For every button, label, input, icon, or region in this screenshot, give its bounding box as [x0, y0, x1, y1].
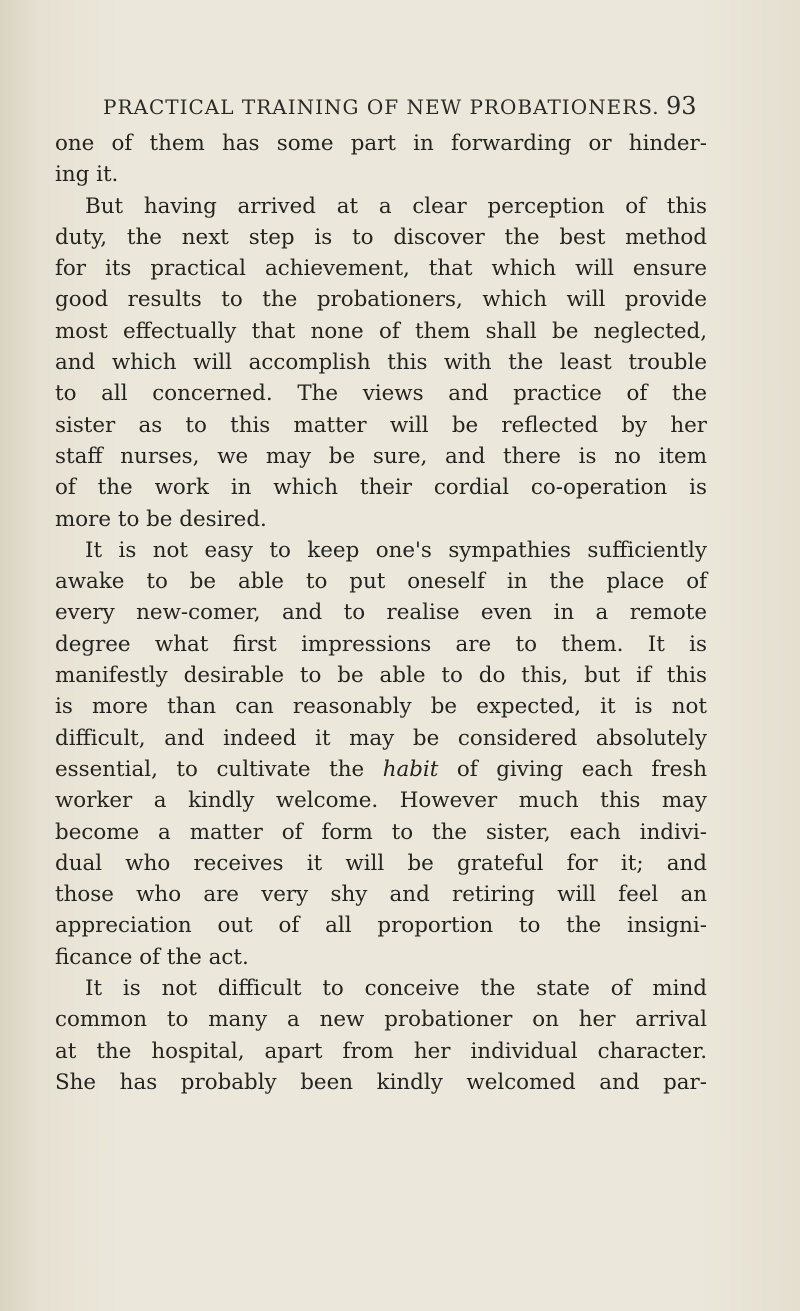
- paragraph-start-line: It is not easy to keep one's sympathies sufficiently: [85, 537, 707, 563]
- text-line-with-italic: [55, 754, 707, 785]
- text-line: awake to be able to put oneself in the place of: [55, 569, 707, 595]
- italic-word: habit: [382, 756, 439, 782]
- text-line: difficult, and indeed it may be considered absolutely: [55, 725, 707, 751]
- text-line: She has probably been kindly welcomed and par-: [55, 1069, 707, 1095]
- text-line: and which will accomplish this with the least trouble: [55, 350, 707, 376]
- text-line: become a matter of form to the sister, each indivi-: [55, 819, 707, 845]
- text-line: of the work in which their cordial co-operation is: [55, 475, 707, 501]
- text-line: at the hospital, apart from her individual character.: [55, 1038, 707, 1064]
- text-line: every new-comer, and to realise even in a remote: [55, 600, 707, 626]
- text-line: degree what first impressions are to them. It is: [55, 631, 707, 657]
- text-line: good results to the probationers, which will provide: [55, 287, 707, 313]
- text-line: to all concerned. The views and practice of the: [55, 381, 707, 407]
- running-header: PRACTICAL TRAINING OF NEW PROBATIONERS.: [103, 95, 660, 119]
- text-line: those who are very shy and retiring will feel an: [55, 882, 707, 908]
- text-line: common to many a new probationer on her arrival: [55, 1007, 707, 1033]
- text-segment: essential, to cultivate the: [55, 756, 383, 782]
- text-segment: of giving each fresh: [438, 756, 707, 782]
- text-line: one of them has some part in forwarding or hinder-: [55, 131, 707, 156]
- text-line: manifestly desirable to be able to do this, but if this: [55, 663, 707, 689]
- text-line: most effectually that none of them shall be neglected,: [55, 318, 707, 344]
- text-line: appreciation out of all proportion to the insigni-: [55, 913, 707, 939]
- text-line: is more than can reasonably be expected, it is not: [55, 694, 707, 720]
- text-line: staff nurses, we may be sure, and there is no item: [55, 443, 707, 469]
- text-line: for its practical achievement, that which will ensure: [55, 256, 707, 282]
- text-line: ficance of the act.: [55, 944, 249, 970]
- text-line: dual who receives it will be grateful for it; and: [55, 850, 707, 876]
- text-line: ing it.: [55, 162, 119, 188]
- page-number: 93: [666, 92, 697, 120]
- paragraph-start-line: It is not difficult to conceive the state of mind: [85, 976, 707, 1002]
- paragraph-start-line: But having arrived at a clear perception of this: [85, 193, 707, 219]
- body-text: [55, 128, 707, 1098]
- text-line: worker a kindly welcome. However much this may: [55, 788, 707, 814]
- text-line: duty, the next step is to discover the best method: [55, 224, 707, 250]
- text-line: more to be desired.: [55, 506, 267, 532]
- text-line: sister as to this matter will be reflected by her: [55, 412, 707, 438]
